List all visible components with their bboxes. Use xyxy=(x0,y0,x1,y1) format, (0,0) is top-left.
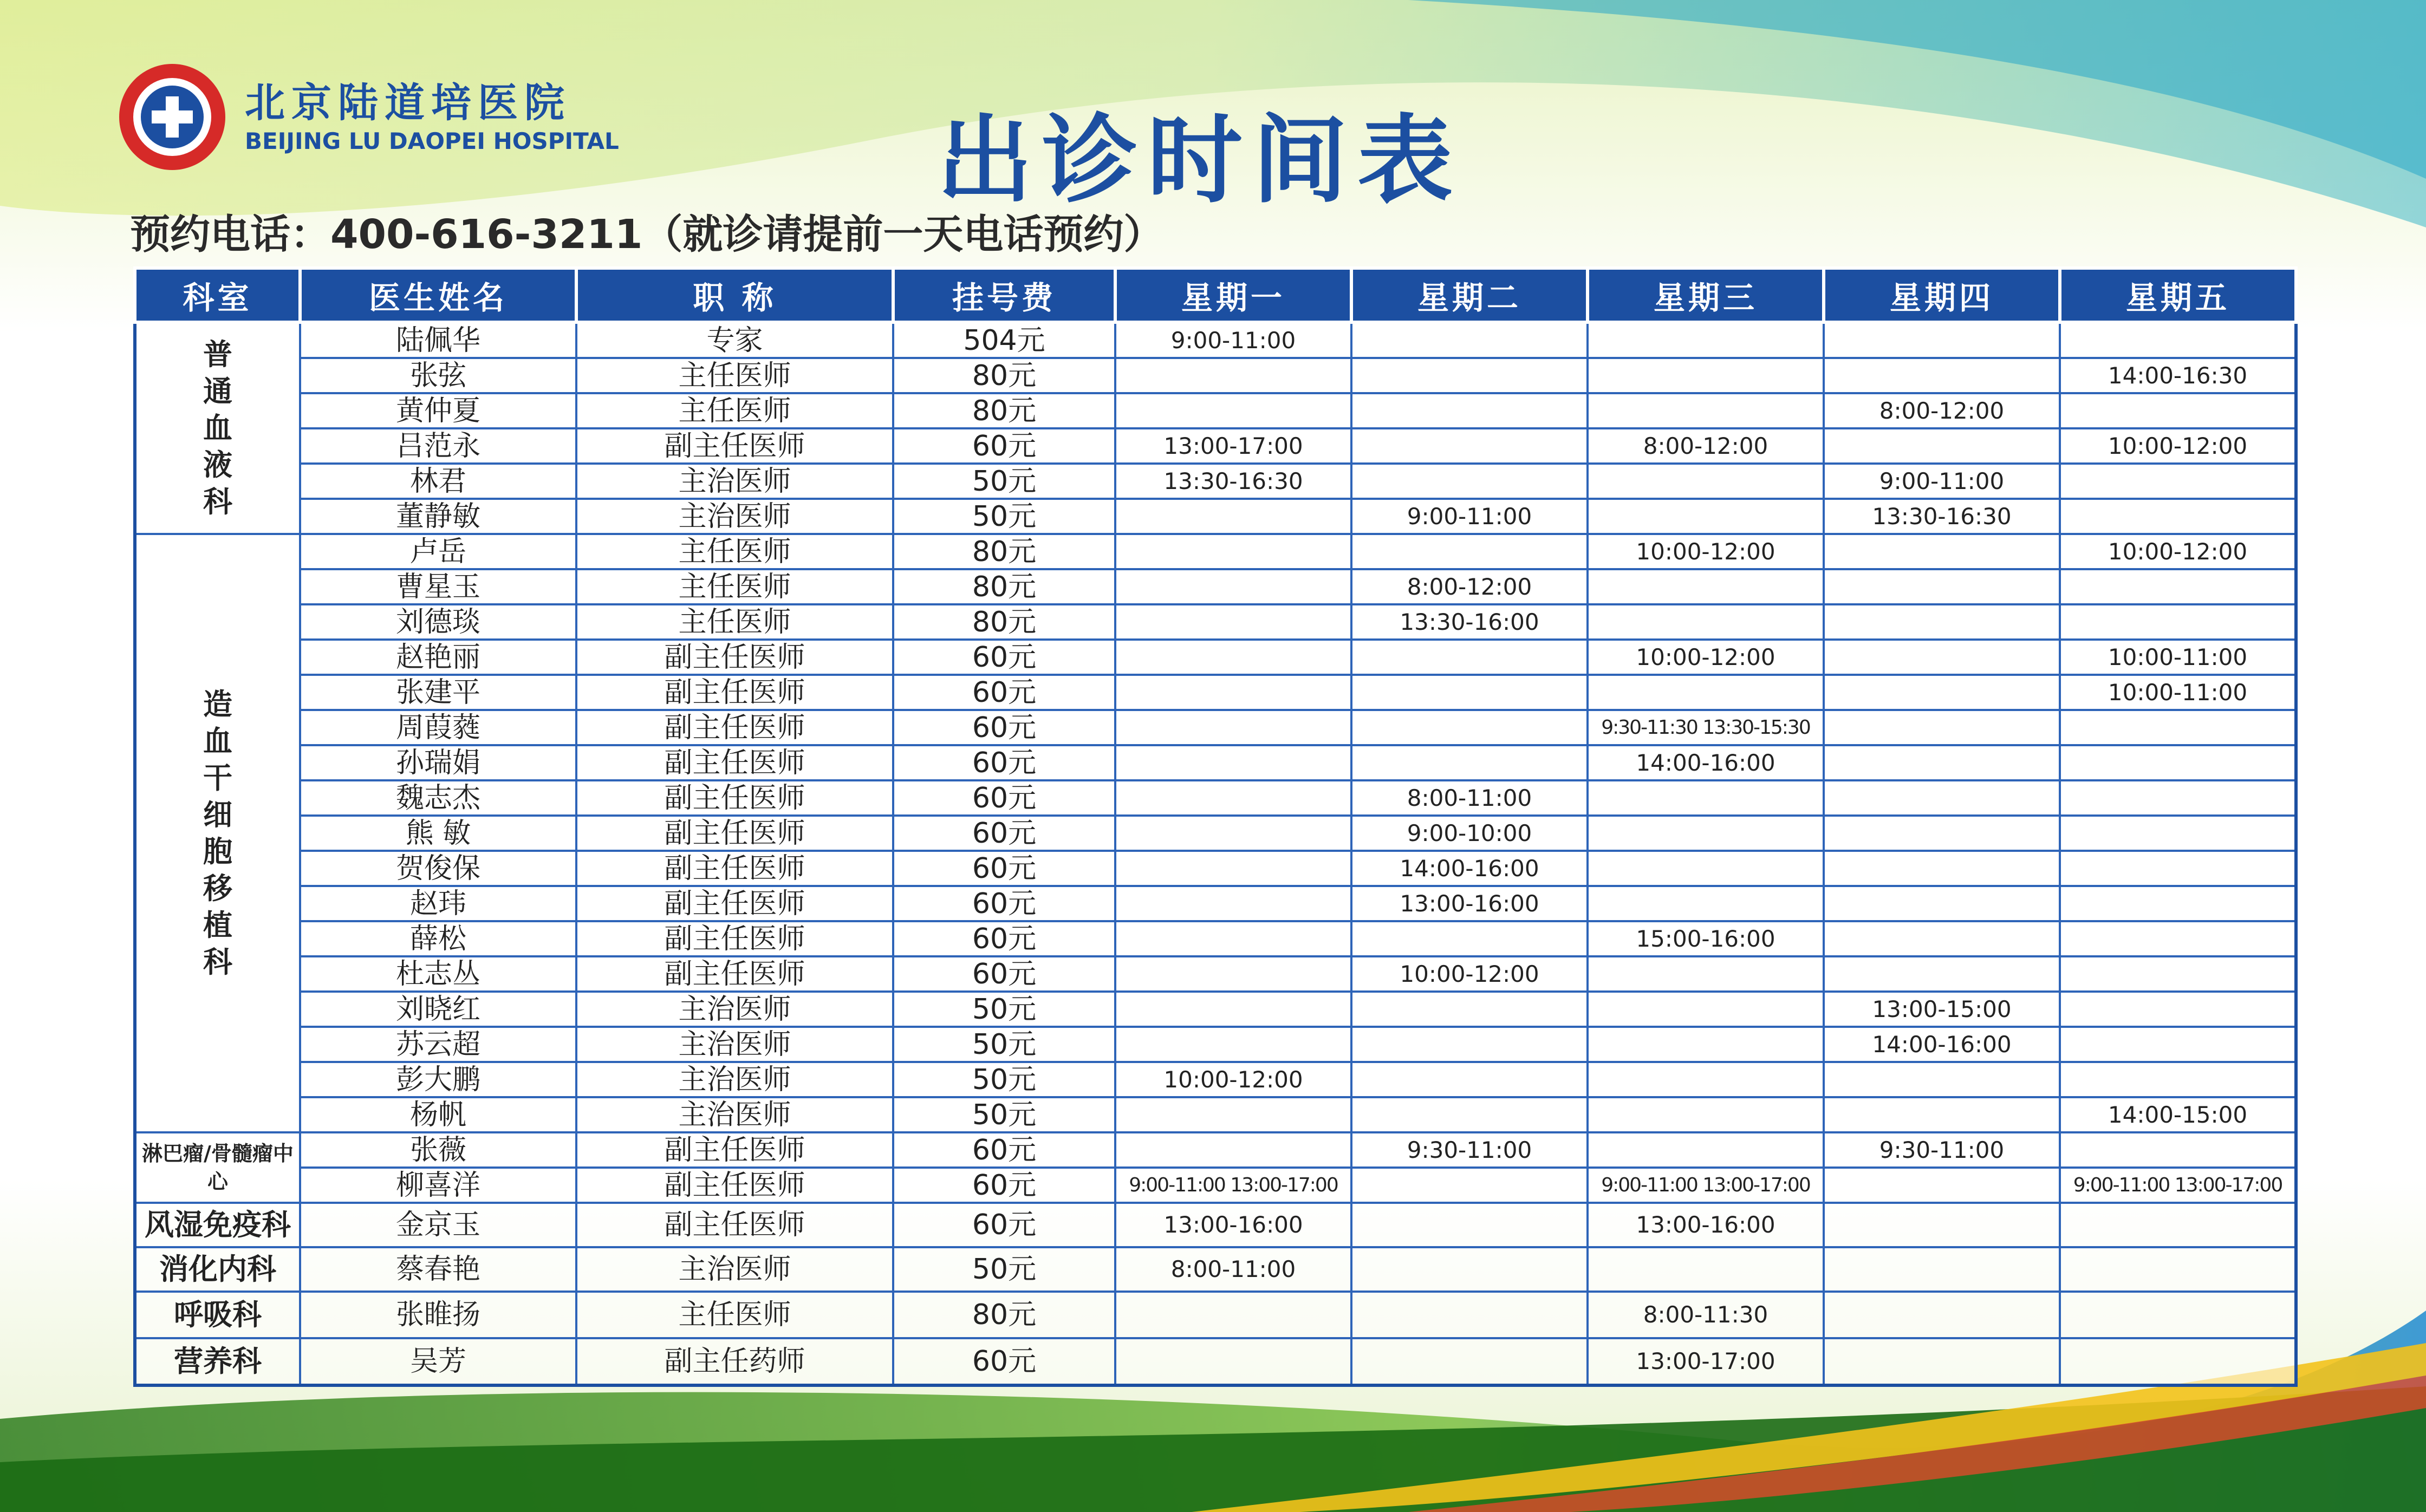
wednesday-hours: 9:00-11:00 13:00-17:00 xyxy=(1588,1168,1824,1203)
header-doctor: 医生姓名 xyxy=(300,268,576,322)
registration-fee: 60元 xyxy=(893,1168,1115,1203)
wednesday-hours xyxy=(1588,1132,1824,1168)
doctor-name: 赵艳丽 xyxy=(300,640,576,675)
friday-hours xyxy=(2060,464,2296,499)
doctor-name: 杨帆 xyxy=(300,1097,576,1132)
department-cell: 营养科 xyxy=(135,1338,300,1385)
thursday-hours xyxy=(1824,1338,2060,1385)
doctor-name: 贺俊保 xyxy=(300,851,576,886)
doctor-title: 主任医师 xyxy=(576,604,893,640)
friday-hours xyxy=(2060,604,2296,640)
tuesday-hours xyxy=(1351,1168,1588,1203)
doctor-name: 曹星玉 xyxy=(300,569,576,604)
thursday-hours xyxy=(1824,604,2060,640)
doctor-name: 熊 敏 xyxy=(300,816,576,851)
monday-hours: 13:30-16:30 xyxy=(1115,464,1351,499)
doctor-title: 副主任医师 xyxy=(576,1132,893,1168)
doctor-name: 林君 xyxy=(300,464,576,499)
thursday-hours: 9:00-11:00 xyxy=(1824,464,2060,499)
tuesday-hours xyxy=(1351,992,1588,1027)
monday-hours xyxy=(1115,886,1351,921)
table-row xyxy=(135,851,2296,886)
doctor-title: 主治医师 xyxy=(576,499,893,534)
thursday-hours xyxy=(1824,428,2060,464)
tuesday-hours: 9:00-10:00 xyxy=(1351,816,1588,851)
department-cell: 风湿免疫科 xyxy=(135,1203,300,1247)
thursday-hours xyxy=(1824,710,2060,745)
registration-fee: 60元 xyxy=(893,1203,1115,1247)
table-row xyxy=(135,499,2296,534)
registration-fee: 80元 xyxy=(893,1292,1115,1338)
doctor-name: 赵玮 xyxy=(300,886,576,921)
thursday-hours xyxy=(1824,745,2060,780)
wednesday-hours xyxy=(1588,1027,1824,1062)
wednesday-hours: 8:00-11:30 xyxy=(1588,1292,1824,1338)
doctor-name: 黄仲夏 xyxy=(300,393,576,428)
wednesday-hours xyxy=(1588,604,1824,640)
monday-hours xyxy=(1115,921,1351,956)
hospital-name-en: BEIJING LU DAOPEI HOSPITAL xyxy=(245,128,619,154)
table-row xyxy=(135,464,2296,499)
tuesday-hours: 13:30-16:00 xyxy=(1351,604,1588,640)
friday-hours xyxy=(2060,1203,2296,1247)
header-wednesday: 星期三 xyxy=(1588,268,1824,322)
tuesday-hours xyxy=(1351,1247,1588,1292)
monday-hours xyxy=(1115,640,1351,675)
header-monday: 星期一 xyxy=(1115,268,1351,322)
thursday-hours xyxy=(1824,886,2060,921)
doctor-title: 主治医师 xyxy=(576,992,893,1027)
schedule-table xyxy=(133,266,2298,1387)
doctor-title: 副主任医师 xyxy=(576,745,893,780)
tuesday-hours: 14:00-16:00 xyxy=(1351,851,1588,886)
friday-hours: 9:00-11:00 13:00-17:00 xyxy=(2060,1168,2296,1203)
tuesday-hours: 8:00-11:00 xyxy=(1351,780,1588,816)
monday-hours xyxy=(1115,1292,1351,1338)
registration-fee: 80元 xyxy=(893,604,1115,640)
table-row xyxy=(135,358,2296,393)
tuesday-hours xyxy=(1351,1027,1588,1062)
doctor-name: 彭大鹏 xyxy=(300,1062,576,1097)
department-cell xyxy=(135,534,300,1132)
monday-hours xyxy=(1115,780,1351,816)
doctor-title: 主任医师 xyxy=(576,358,893,393)
doctor-name: 张薇 xyxy=(300,1132,576,1168)
table-row xyxy=(135,921,2296,956)
header-thursday: 星期四 xyxy=(1824,268,2060,322)
doctor-title: 副主任药师 xyxy=(576,1338,893,1385)
friday-hours xyxy=(2060,992,2296,1027)
tuesday-hours xyxy=(1351,1292,1588,1338)
friday-hours: 14:00-15:00 xyxy=(2060,1097,2296,1132)
thursday-hours xyxy=(1824,358,2060,393)
doctor-name: 苏云超 xyxy=(300,1027,576,1062)
wednesday-hours xyxy=(1588,675,1824,710)
doctor-title: 主任医师 xyxy=(576,534,893,569)
monday-hours xyxy=(1115,1027,1351,1062)
wednesday-hours xyxy=(1588,1097,1824,1132)
hospital-cross-icon xyxy=(119,64,225,170)
doctor-title: 副主任医师 xyxy=(576,1203,893,1247)
doctor-title: 副主任医师 xyxy=(576,921,893,956)
monday-hours xyxy=(1115,851,1351,886)
table-row xyxy=(135,322,2296,358)
hospital-logo xyxy=(119,64,619,170)
table-row xyxy=(135,1168,2296,1203)
doctor-title: 主治医师 xyxy=(576,1062,893,1097)
doctor-title: 副主任医师 xyxy=(576,816,893,851)
table-row xyxy=(135,816,2296,851)
tuesday-hours: 8:00-12:00 xyxy=(1351,569,1588,604)
doctor-name: 薛松 xyxy=(300,921,576,956)
doctor-title: 主治医师 xyxy=(576,1097,893,1132)
tuesday-hours xyxy=(1351,745,1588,780)
wednesday-hours xyxy=(1588,1062,1824,1097)
friday-hours xyxy=(2060,322,2296,358)
thursday-hours xyxy=(1824,675,2060,710)
registration-fee: 80元 xyxy=(893,569,1115,604)
doctor-title: 主治医师 xyxy=(576,1247,893,1292)
table-row xyxy=(135,534,2296,569)
thursday-hours xyxy=(1824,534,2060,569)
registration-fee: 60元 xyxy=(893,886,1115,921)
wednesday-hours: 15:00-16:00 xyxy=(1588,921,1824,956)
friday-hours xyxy=(2060,1292,2296,1338)
wednesday-hours: 10:00-12:00 xyxy=(1588,640,1824,675)
wednesday-hours xyxy=(1588,956,1824,992)
doctor-name: 杜志丛 xyxy=(300,956,576,992)
monday-hours: 13:00-17:00 xyxy=(1115,428,1351,464)
department-cell: 呼吸科 xyxy=(135,1292,300,1338)
table-row xyxy=(135,745,2296,780)
registration-fee: 50元 xyxy=(893,464,1115,499)
monday-hours xyxy=(1115,675,1351,710)
doctor-name: 魏志杰 xyxy=(300,780,576,816)
table-row xyxy=(135,569,2296,604)
thursday-hours xyxy=(1824,816,2060,851)
table-row xyxy=(135,992,2296,1027)
registration-fee: 50元 xyxy=(893,499,1115,534)
tuesday-hours: 9:00-11:00 xyxy=(1351,499,1588,534)
header-row xyxy=(135,268,2296,322)
wednesday-hours xyxy=(1588,464,1824,499)
friday-hours xyxy=(2060,393,2296,428)
table-row xyxy=(135,675,2296,710)
registration-fee: 60元 xyxy=(893,640,1115,675)
doctor-title: 副主任医师 xyxy=(576,675,893,710)
registration-fee: 60元 xyxy=(893,851,1115,886)
friday-hours xyxy=(2060,780,2296,816)
doctor-title: 主任医师 xyxy=(576,393,893,428)
doctor-name: 卢岳 xyxy=(300,534,576,569)
tuesday-hours: 13:00-16:00 xyxy=(1351,886,1588,921)
department-cell xyxy=(135,322,300,534)
registration-fee: 60元 xyxy=(893,1338,1115,1385)
monday-hours xyxy=(1115,710,1351,745)
header-fee: 挂号费 xyxy=(893,268,1115,322)
friday-hours: 10:00-12:00 xyxy=(2060,534,2296,569)
wednesday-hours xyxy=(1588,1247,1824,1292)
tuesday-hours xyxy=(1351,1203,1588,1247)
thursday-hours xyxy=(1824,1062,2060,1097)
doctor-name: 刘德琰 xyxy=(300,604,576,640)
registration-fee: 504元 xyxy=(893,322,1115,358)
wednesday-hours: 13:00-17:00 xyxy=(1588,1338,1824,1385)
doctor-name: 陆佩华 xyxy=(300,322,576,358)
doctor-title: 副主任医师 xyxy=(576,886,893,921)
wednesday-hours xyxy=(1588,886,1824,921)
department-cell: 消化内科 xyxy=(135,1247,300,1292)
wednesday-hours xyxy=(1588,992,1824,1027)
wednesday-hours: 10:00-12:00 xyxy=(1588,534,1824,569)
tuesday-hours xyxy=(1351,393,1588,428)
doctor-name: 柳喜洋 xyxy=(300,1168,576,1203)
monday-hours: 9:00-11:00 xyxy=(1115,322,1351,358)
doctor-title: 主治医师 xyxy=(576,464,893,499)
department-label: 普通血液科 xyxy=(203,337,232,519)
table-row xyxy=(135,710,2296,745)
doctor-name: 刘晓红 xyxy=(300,992,576,1027)
table-row xyxy=(135,393,2296,428)
registration-fee: 60元 xyxy=(893,745,1115,780)
doctor-name: 吴芳 xyxy=(300,1338,576,1385)
monday-hours: 8:00-11:00 xyxy=(1115,1247,1351,1292)
registration-fee: 80元 xyxy=(893,534,1115,569)
wednesday-hours: 13:00-16:00 xyxy=(1588,1203,1824,1247)
doctor-name: 董静敏 xyxy=(300,499,576,534)
registration-fee: 50元 xyxy=(893,1062,1115,1097)
monday-hours xyxy=(1115,534,1351,569)
registration-fee: 60元 xyxy=(893,956,1115,992)
thursday-hours: 9:30-11:00 xyxy=(1824,1132,2060,1168)
monday-hours xyxy=(1115,393,1351,428)
tuesday-hours xyxy=(1351,921,1588,956)
thursday-hours: 8:00-12:00 xyxy=(1824,393,2060,428)
wednesday-hours xyxy=(1588,780,1824,816)
monday-hours xyxy=(1115,956,1351,992)
doctor-title: 副主任医师 xyxy=(576,780,893,816)
tuesday-hours xyxy=(1351,358,1588,393)
thursday-hours xyxy=(1824,569,2060,604)
tuesday-hours: 10:00-12:00 xyxy=(1351,956,1588,992)
tuesday-hours xyxy=(1351,675,1588,710)
doctor-title: 副主任医师 xyxy=(576,956,893,992)
table-row xyxy=(135,604,2296,640)
registration-fee: 60元 xyxy=(893,816,1115,851)
doctor-title: 主任医师 xyxy=(576,569,893,604)
doctor-name: 张建平 xyxy=(300,675,576,710)
doctor-title: 副主任医师 xyxy=(576,851,893,886)
friday-hours xyxy=(2060,1132,2296,1168)
doctor-title: 副主任医师 xyxy=(576,710,893,745)
thursday-hours: 13:30-16:30 xyxy=(1824,499,2060,534)
registration-fee: 50元 xyxy=(893,992,1115,1027)
friday-hours xyxy=(2060,1247,2296,1292)
table-row xyxy=(135,428,2296,464)
thursday-hours xyxy=(1824,1247,2060,1292)
thursday-hours xyxy=(1824,1203,2060,1247)
friday-hours xyxy=(2060,1027,2296,1062)
registration-fee: 60元 xyxy=(893,428,1115,464)
header-tuesday: 星期二 xyxy=(1351,268,1588,322)
monday-hours xyxy=(1115,499,1351,534)
thursday-hours: 13:00-15:00 xyxy=(1824,992,2060,1027)
doctor-name: 张弦 xyxy=(300,358,576,393)
doctor-title: 副主任医师 xyxy=(576,1168,893,1203)
wednesday-hours xyxy=(1588,569,1824,604)
monday-hours xyxy=(1115,992,1351,1027)
doctor-name: 吕范永 xyxy=(300,428,576,464)
monday-hours xyxy=(1115,604,1351,640)
tuesday-hours xyxy=(1351,428,1588,464)
friday-hours xyxy=(2060,921,2296,956)
monday-hours xyxy=(1115,1097,1351,1132)
table-row xyxy=(135,1203,2296,1247)
thursday-hours xyxy=(1824,921,2060,956)
thursday-hours xyxy=(1824,851,2060,886)
friday-hours xyxy=(2060,499,2296,534)
thursday-hours xyxy=(1824,1292,2060,1338)
friday-hours xyxy=(2060,956,2296,992)
thursday-hours: 14:00-16:00 xyxy=(1824,1027,2060,1062)
table-row xyxy=(135,640,2296,675)
thursday-hours xyxy=(1824,1168,2060,1203)
table-row xyxy=(135,1338,2296,1385)
table-row xyxy=(135,780,2296,816)
header-friday: 星期五 xyxy=(2060,268,2296,322)
doctor-name: 周葭蕤 xyxy=(300,710,576,745)
thursday-hours xyxy=(1824,780,2060,816)
tuesday-hours xyxy=(1351,322,1588,358)
monday-hours xyxy=(1115,1132,1351,1168)
doctor-title: 主治医师 xyxy=(576,1027,893,1062)
friday-hours: 10:00-11:00 xyxy=(2060,675,2296,710)
registration-fee: 80元 xyxy=(893,358,1115,393)
monday-hours xyxy=(1115,358,1351,393)
header-department: 科室 xyxy=(135,268,300,322)
friday-hours xyxy=(2060,1062,2296,1097)
tuesday-hours xyxy=(1351,1097,1588,1132)
wednesday-hours: 8:00-12:00 xyxy=(1588,428,1824,464)
table-row xyxy=(135,886,2296,921)
table-row xyxy=(135,1027,2296,1062)
monday-hours xyxy=(1115,816,1351,851)
thursday-hours xyxy=(1824,1097,2060,1132)
monday-hours xyxy=(1115,1338,1351,1385)
registration-fee: 50元 xyxy=(893,1247,1115,1292)
registration-fee: 50元 xyxy=(893,1097,1115,1132)
friday-hours: 10:00-11:00 xyxy=(2060,640,2296,675)
registration-fee: 60元 xyxy=(893,710,1115,745)
doctor-title: 专家 xyxy=(576,322,893,358)
table-row xyxy=(135,1062,2296,1097)
friday-hours xyxy=(2060,1338,2296,1385)
tuesday-hours: 9:30-11:00 xyxy=(1351,1132,1588,1168)
registration-fee: 60元 xyxy=(893,780,1115,816)
table-row xyxy=(135,1132,2296,1168)
tuesday-hours xyxy=(1351,1062,1588,1097)
doctor-name: 孙瑞娟 xyxy=(300,745,576,780)
table-row xyxy=(135,1097,2296,1132)
wednesday-hours xyxy=(1588,322,1824,358)
friday-hours xyxy=(2060,851,2296,886)
friday-hours xyxy=(2060,710,2296,745)
registration-fee: 60元 xyxy=(893,675,1115,710)
registration-fee: 60元 xyxy=(893,921,1115,956)
wednesday-hours xyxy=(1588,499,1824,534)
wednesday-hours: 14:00-16:00 xyxy=(1588,745,1824,780)
table-row xyxy=(135,1292,2296,1338)
registration-fee: 80元 xyxy=(893,393,1115,428)
wednesday-hours xyxy=(1588,358,1824,393)
appointment-phone: 预约电话：400-616-3211（就诊请提前一天电话预约） xyxy=(130,211,1164,258)
monday-hours xyxy=(1115,569,1351,604)
monday-hours: 9:00-11:00 13:00-17:00 xyxy=(1115,1168,1351,1203)
doctor-name: 蔡春艳 xyxy=(300,1247,576,1292)
department-cell: 淋巴瘤/骨髓瘤中心 xyxy=(135,1132,300,1203)
wednesday-hours xyxy=(1588,816,1824,851)
monday-hours xyxy=(1115,745,1351,780)
registration-fee: 60元 xyxy=(893,1132,1115,1168)
tuesday-hours xyxy=(1351,640,1588,675)
department-label: 造血干细胞移植科 xyxy=(203,687,232,979)
hospital-name-cn: 北京陆道培医院 xyxy=(245,80,571,126)
thursday-hours xyxy=(1824,322,2060,358)
friday-hours xyxy=(2060,569,2296,604)
friday-hours xyxy=(2060,745,2296,780)
doctor-title: 主任医师 xyxy=(576,1292,893,1338)
tuesday-hours xyxy=(1351,534,1588,569)
monday-hours: 13:00-16:00 xyxy=(1115,1203,1351,1247)
thursday-hours xyxy=(1824,956,2060,992)
registration-fee: 50元 xyxy=(893,1027,1115,1062)
friday-hours xyxy=(2060,816,2296,851)
thursday-hours xyxy=(1824,640,2060,675)
wednesday-hours xyxy=(1588,393,1824,428)
tuesday-hours xyxy=(1351,1338,1588,1385)
friday-hours: 14:00-16:30 xyxy=(2060,358,2296,393)
doctor-name: 张睢扬 xyxy=(300,1292,576,1338)
friday-hours xyxy=(2060,886,2296,921)
header-title: 职 称 xyxy=(576,268,893,322)
wednesday-hours xyxy=(1588,851,1824,886)
doctor-title: 副主任医师 xyxy=(576,640,893,675)
friday-hours: 10:00-12:00 xyxy=(2060,428,2296,464)
tuesday-hours xyxy=(1351,710,1588,745)
doctor-title: 副主任医师 xyxy=(576,428,893,464)
monday-hours: 10:00-12:00 xyxy=(1115,1062,1351,1097)
doctor-name: 金京玉 xyxy=(300,1203,576,1247)
table-row xyxy=(135,1247,2296,1292)
page-title: 出诊时间表 xyxy=(937,105,1463,216)
tuesday-hours xyxy=(1351,464,1588,499)
table-row xyxy=(135,956,2296,992)
wednesday-hours: 9:30-11:30 13:30-15:30 xyxy=(1588,710,1824,745)
